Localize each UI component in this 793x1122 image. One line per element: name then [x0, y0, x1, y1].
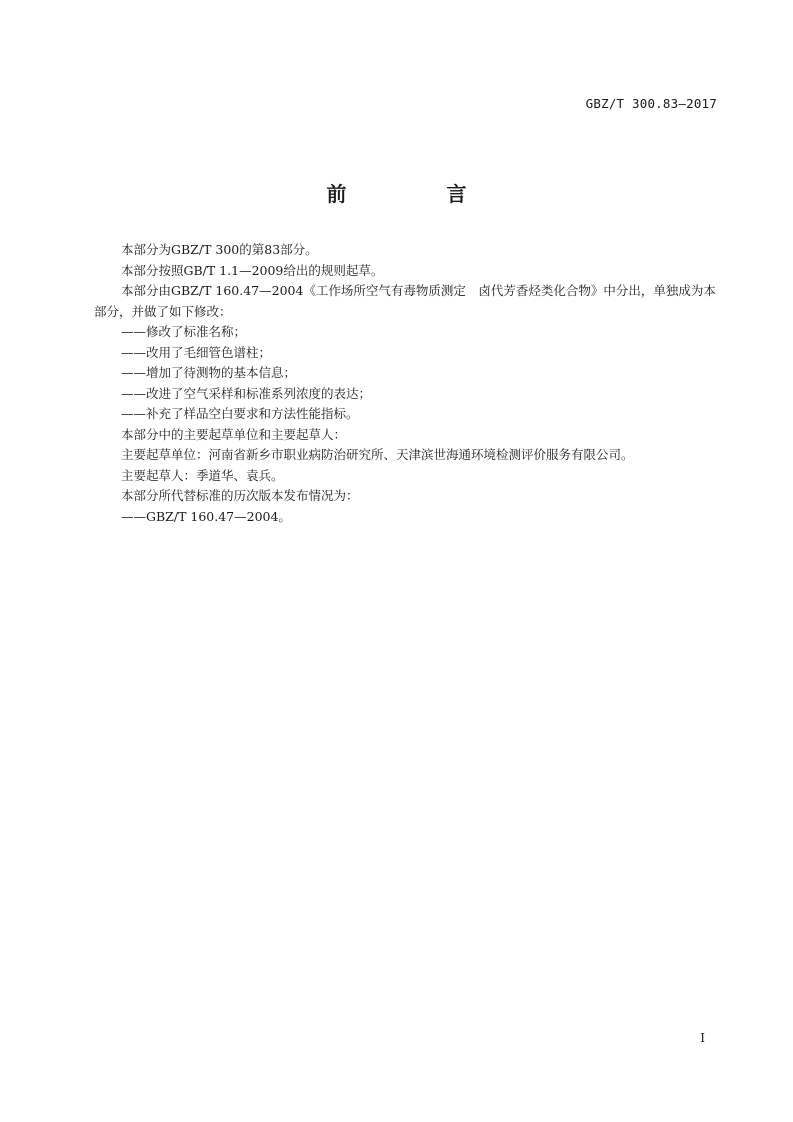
foreword-body [94, 240, 718, 527]
paragraph: 主要起草人：季道华、袁兵。 [121, 467, 284, 483]
paragraph: 本部分由GBZ/T 160.47—2004《工作场所空气有毒物质测定 卤代芳香烃类化合物》中分出，单独成为本部分，并做了如下修改： [94, 283, 716, 319]
list-item: ——补充了样品空白要求和方法性能指标。 [121, 406, 359, 421]
paragraph: 本部分所代替标准的历次版本发布情况为： [121, 488, 359, 503]
list-item: ——GBZ/T 160.47—2004。 [121, 508, 291, 524]
list-item: ——改用了毛细管色谱柱； [121, 344, 272, 360]
page-number: I [700, 1031, 705, 1045]
paragraph: 本部分为GBZ/T 300的第83部分。 [121, 242, 318, 257]
list-item: ——改进了空气采样和标准系列浓度的表达； [121, 385, 372, 401]
list-item: ——增加了待测物的基本信息； [121, 365, 297, 380]
list-item: ——修改了标准名称； [121, 324, 247, 339]
page-title: 前 言 [326, 182, 507, 206]
paragraph: 本部分中的主要起草单位和主要起草人： [121, 426, 347, 442]
standard-code: GBZ/T 300.83—2017 [585, 96, 717, 111]
paragraph: 本部分按照GB/T 1.1—2009给出的规则起草。 [121, 262, 384, 278]
paragraph: 主要起草单位：河南省新乡市职业病防治研究所、天津滨世海通环境检测评价服务有限公司。 [121, 447, 634, 462]
